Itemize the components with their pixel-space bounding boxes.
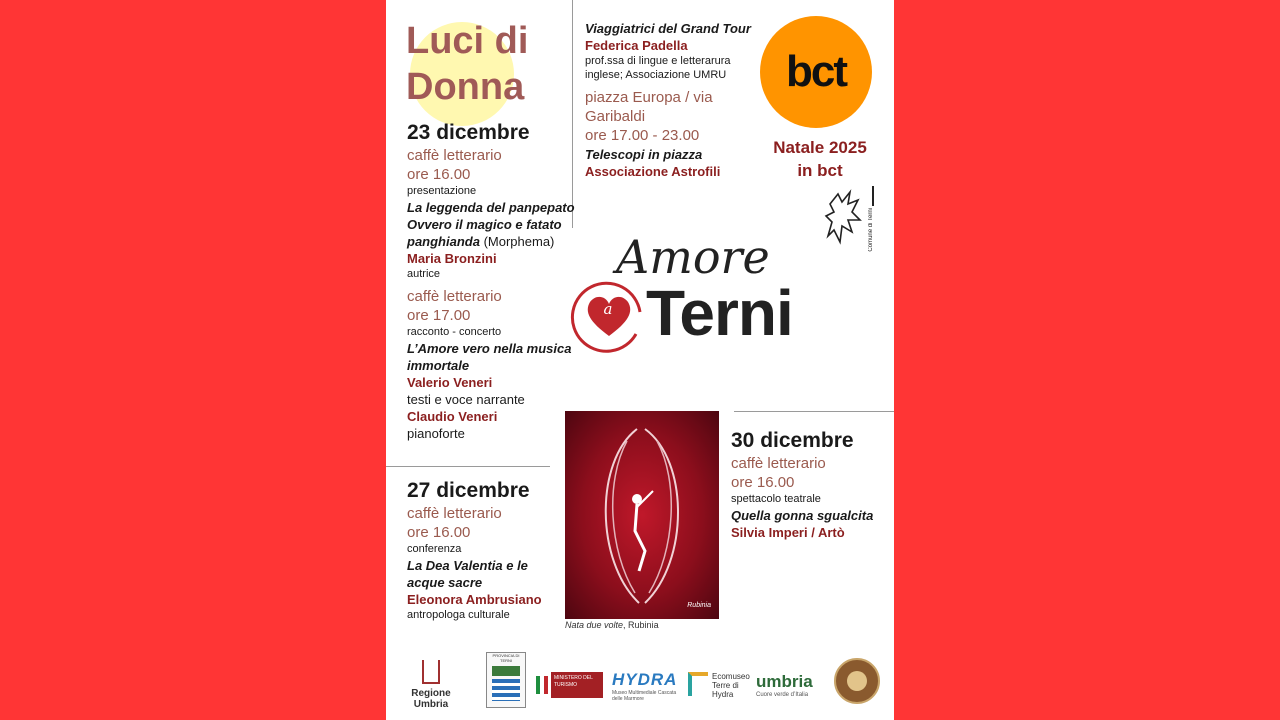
- day-30-section: [731, 428, 893, 541]
- natale-badge: [760, 136, 880, 182]
- day-27-speaker: Eleonora Ambrusiano: [407, 592, 542, 607]
- provincia-label: PROVINCIA DI TERNI: [492, 653, 520, 663]
- artwork-caption-title: Nata due volte: [565, 620, 624, 630]
- natale-line-1: Natale 2025: [773, 138, 867, 157]
- day-23-e2-title: L’Amore vero nella musica immortale: [407, 341, 572, 373]
- day-23-e1-title1: La leggenda del panpepato: [407, 200, 575, 215]
- umbria-label: umbria: [756, 672, 813, 691]
- day-23-e1-publisher: (Morphema): [483, 234, 555, 249]
- day-23-section: [407, 120, 583, 442]
- day-30-date: 30 dicembre: [731, 429, 854, 452]
- day-23-e2-p2: Claudio Veneri: [407, 409, 498, 424]
- comune-crest: [824, 186, 880, 252]
- natale-line-2: in bct: [797, 161, 843, 180]
- day-30-venue: caffè letterario: [731, 455, 826, 472]
- day-23-e1-author: Maria Bronzini: [407, 251, 497, 266]
- day-23-e2-time: ore 17.00: [407, 307, 471, 324]
- dragon-crest-icon: [824, 186, 868, 250]
- round-seal-logo: [834, 658, 880, 704]
- top-event-place: piazza Europa / via Garibaldi: [585, 89, 713, 125]
- ecomuseo-icon: [688, 672, 708, 696]
- day-27-role: antropologa culturale: [407, 609, 510, 621]
- day-27-type: conferenza: [407, 543, 462, 555]
- ministero-logo: [551, 672, 603, 698]
- artwork-painting: [565, 411, 719, 619]
- provincia-terni-crest: [486, 652, 526, 708]
- provincia-waves-icon: [492, 679, 520, 701]
- day-30-performer: Silvia Imperi / Artò: [731, 525, 845, 540]
- amore-word: Amore: [616, 230, 770, 284]
- day-30-time: ore 16.00: [731, 474, 795, 491]
- comune-label: Comune di Terni: [868, 208, 874, 252]
- top-event-time: ore 17.00 - 23.00: [585, 127, 700, 144]
- artwork-caption: [565, 620, 659, 630]
- day-30-type: spettacolo teatrale: [731, 493, 821, 505]
- poster-title: [406, 18, 566, 110]
- day-23-e1-venue: caffè letterario: [407, 147, 502, 164]
- italian-flag-icon: [536, 676, 548, 694]
- day-23-e2-p1-role: testi e voce narrante: [407, 392, 525, 407]
- day-23-e1-type: presentazione: [407, 185, 477, 197]
- day-23-e2-p2-role: pianoforte: [407, 426, 465, 441]
- hydra-logo: [612, 670, 682, 702]
- ecomuseo-logo: [688, 670, 750, 700]
- ministero-label: MINISTERO DEL TURISMO: [554, 675, 593, 688]
- day-27-venue: caffè letterario: [407, 505, 502, 522]
- title-line-1: Luci di: [406, 20, 529, 62]
- divider-left: [386, 466, 550, 467]
- bct-logo: [760, 16, 872, 128]
- regione-umbria-label: Regione Umbria: [411, 688, 451, 710]
- top-event-heading: Viaggiatrici del Grand Tour: [585, 21, 751, 36]
- day-23-e1-time: ore 16.00: [407, 166, 471, 183]
- top-event-organizer: Associazione Astrofili: [585, 164, 721, 179]
- day-27-title: La Dea Valentia e le acque sacre: [407, 558, 528, 590]
- day-23-e1-title2-line: [407, 216, 583, 250]
- amore-at-letter: a: [603, 300, 613, 318]
- day-23-e1-author-role: autrice: [407, 268, 441, 280]
- top-event: [585, 20, 771, 180]
- terni-word: Terni: [646, 277, 793, 349]
- regione-umbria-icon: [422, 660, 440, 684]
- event-poster: [386, 0, 894, 720]
- regione-umbria-logo: [396, 660, 466, 710]
- top-event-role: prof.ssa di lingue e letterarura inglese; Associazione UMRU: [585, 55, 731, 81]
- day-27-section: [407, 478, 567, 623]
- day-27-time: ore 16.00: [407, 524, 471, 541]
- umbria-sub: Cuore verde d’Italia: [756, 692, 809, 698]
- umbria-logo: [756, 672, 828, 698]
- artwork-figure-icon: [565, 411, 719, 619]
- hydra-sub: Museo Multimediale Cascata delle Marmore: [612, 690, 677, 702]
- day-27-date: 27 dicembre: [407, 479, 530, 502]
- day-23-e1-title2: Ovvero il magico e fatato panghianda: [407, 217, 562, 249]
- amore-a-terni-logo: [566, 228, 816, 360]
- day-30-title: Quella gonna sgualcita: [731, 508, 874, 523]
- title-line-2: Donna: [406, 66, 525, 108]
- day-23-date: 23 dicembre: [407, 121, 530, 144]
- day-23-e2-p1: Valerio Veneri: [407, 375, 493, 390]
- bct-logo-text: bct: [786, 47, 846, 96]
- ecomuseo-label: Ecomuseo Terre di Hydra: [712, 672, 750, 699]
- divider-right: [734, 411, 894, 412]
- day-23-e2-type: racconto - concerto: [407, 326, 502, 338]
- top-event-activity: Telescopi in piazza: [585, 147, 703, 162]
- top-event-speaker: Federica Padella: [585, 38, 688, 53]
- hydra-label: HYDRA: [612, 670, 678, 689]
- day-23-e2-venue: caffè letterario: [407, 288, 502, 305]
- artwork-signature: Rubinia: [687, 602, 711, 609]
- artwork-caption-artist: , Rubinia: [623, 620, 659, 630]
- round-seal-icon: [847, 671, 867, 691]
